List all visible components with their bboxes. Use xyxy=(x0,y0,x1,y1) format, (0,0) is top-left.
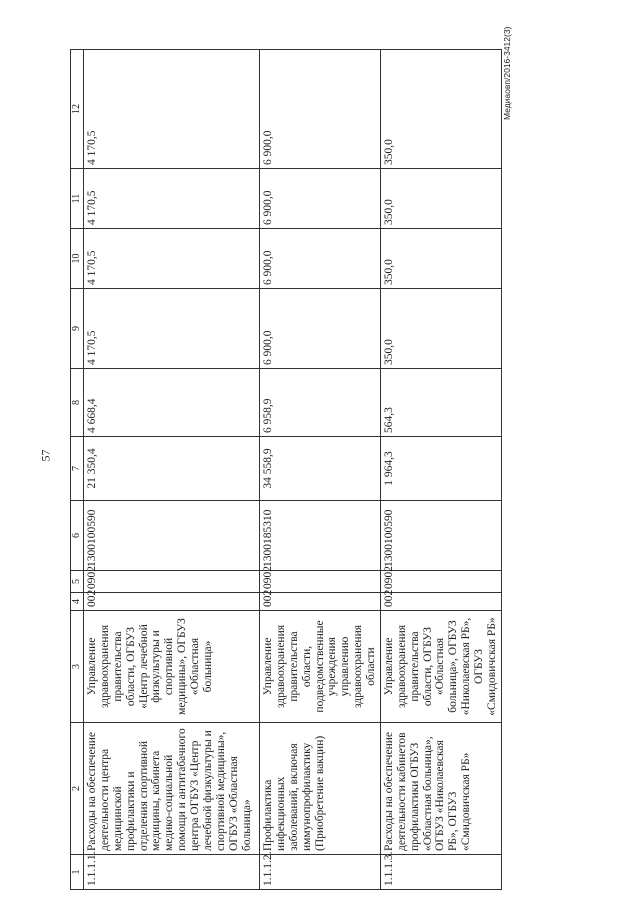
year-value-3: 6 900,0 xyxy=(260,229,381,289)
year-value-1: 6 958,9 xyxy=(260,369,381,437)
col-header-1: 1 xyxy=(71,855,84,890)
executor: Управление здравоохранения правительства области, ОГБУЗ «Центр лечебной физкультуры и спортивной медицины», ОГБУЗ «Областная больница» xyxy=(84,611,260,723)
budget-table xyxy=(70,49,502,890)
year-value-2: 350,0 xyxy=(380,289,501,369)
executor: Управление здравоохранения правительства области, подведомственные учреждения управлению здравоохранения области xyxy=(260,611,381,723)
side-stamp: Медиаовп/2016-3412(3) xyxy=(502,26,512,120)
year-value-5: 6 900,0 xyxy=(260,50,381,169)
page-number: 57 xyxy=(38,449,53,462)
header-row xyxy=(71,50,84,890)
col-header-6: 6 xyxy=(71,501,84,571)
year-value-1: 4 668,4 xyxy=(84,369,260,437)
row-number: 1.1.1.3. xyxy=(380,855,501,890)
expense-name: Расходы на обеспечение деятельности центра медицинской профилактики и отделения спортивной медицины, кабинета медико-социальной помощи и антитабачного центра ОГБУЗ «Центр лечебной физкультуры и спортивной медицины», ОГБУЗ «Областная больница» xyxy=(84,723,260,855)
year-value-4: 350,0 xyxy=(380,169,501,229)
row-number: 1.1.1.1. xyxy=(84,855,260,890)
row-number: 1.1.1.2. xyxy=(260,855,381,890)
target-article: 1300185310 xyxy=(260,501,381,571)
grbs-code: 002 xyxy=(84,593,260,611)
total-value: 21 350,4 xyxy=(84,437,260,501)
year-value-1: 564,3 xyxy=(380,369,501,437)
grbs-code: 002 xyxy=(380,593,501,611)
col-header-10: 10 xyxy=(71,229,84,289)
col-header-4: 4 xyxy=(71,593,84,611)
total-value: 34 558,9 xyxy=(260,437,381,501)
executor: Управление здравоохранения правительства области, ОГБУЗ «Областная больница», ОГБУЗ «Николаевская РБ», ОГБУЗ «Смидовичская РБ» xyxy=(380,611,501,723)
col-header-3: 3 xyxy=(71,611,84,723)
col-header-5: 5 xyxy=(71,571,84,593)
year-value-2: 4 170,5 xyxy=(84,289,260,369)
section-code: 0902 xyxy=(260,571,381,593)
col-header-2: 2 xyxy=(71,723,84,855)
table-row xyxy=(84,50,260,890)
col-header-8: 8 xyxy=(71,369,84,437)
year-value-2: 6 900,0 xyxy=(260,289,381,369)
year-value-4: 6 900,0 xyxy=(260,169,381,229)
year-value-5: 350,0 xyxy=(380,50,501,169)
target-article: 1300100590 xyxy=(84,501,260,571)
target-article: 1300100590 xyxy=(380,501,501,571)
table-row xyxy=(380,50,501,890)
col-header-7: 7 xyxy=(71,437,84,501)
year-value-5: 4 170,5 xyxy=(84,50,260,169)
year-value-3: 4 170,5 xyxy=(84,229,260,289)
year-value-4: 4 170,5 xyxy=(84,169,260,229)
table-row xyxy=(260,50,381,890)
col-header-9: 9 xyxy=(71,289,84,369)
section-code: 0902 xyxy=(380,571,501,593)
expense-name: Профилактика инфекционных заболеваний, включая иммунопрофилактику (Приобретение вакцин) xyxy=(260,723,381,855)
grbs-code: 002 xyxy=(260,593,381,611)
col-header-12: 12 xyxy=(71,50,84,169)
rotated-table-container xyxy=(70,50,498,890)
expense-name: Расходы на обеспечение деятельности кабинетов профилактики ОГБУЗ «Областная больница», ОГБУЗ «Николаевская РБ», ОГБУЗ «Смидовичская РБ» xyxy=(380,723,501,855)
total-value: 1 964,3 xyxy=(380,437,501,501)
section-code: 0902 xyxy=(84,571,260,593)
col-header-11: 11 xyxy=(71,169,84,229)
year-value-3: 350,0 xyxy=(380,229,501,289)
